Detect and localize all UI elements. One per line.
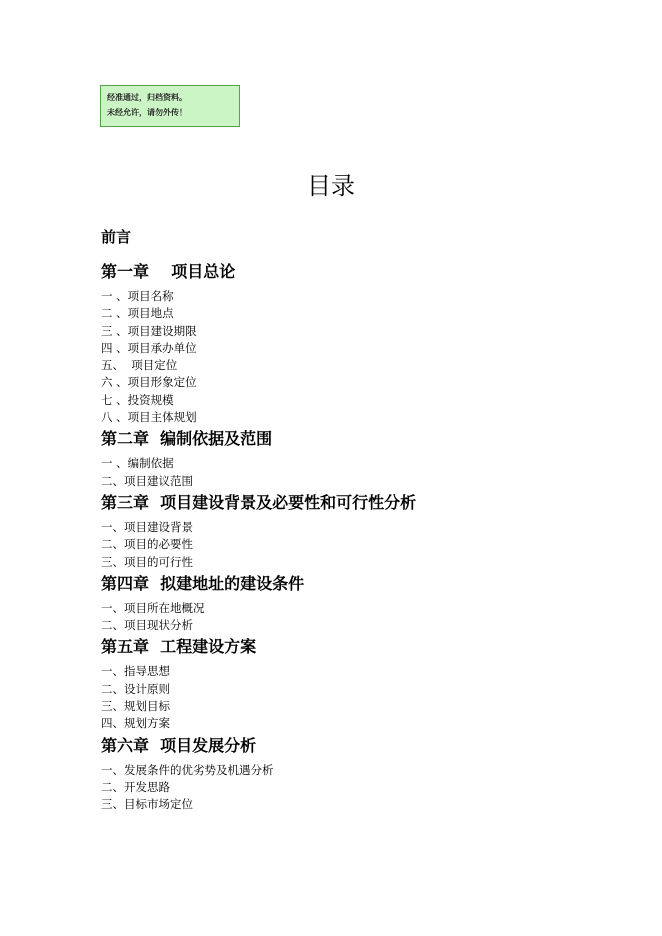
toc-item: 四、规划方案 [101, 716, 170, 731]
chapter-heading: 第四章 拟建地址的建设条件 [101, 573, 305, 593]
chapter-heading: 第一章 项目总论 [101, 262, 236, 281]
toc-chapter-5 [101, 636, 601, 732]
toc-item: 五、 项目定位 [101, 358, 178, 373]
confidential-notice-box [100, 85, 240, 127]
toc-item: 四 、项目承办单位 [101, 340, 197, 355]
toc-item: 一 、项目名称 [101, 289, 174, 303]
toc-item: 二、项目建议范围 [101, 473, 193, 488]
toc-item: 六 、项目形象定位 [101, 375, 197, 390]
toc-item: 二 、项目地点 [101, 306, 174, 321]
toc-item: 二、设计原则 [101, 681, 170, 696]
page-title: 目录 [307, 172, 355, 200]
toc-item: 一、指导思想 [101, 664, 170, 679]
toc-item: 三、规划目标 [101, 699, 170, 714]
toc-item: 一 、编制依据 [101, 456, 174, 471]
toc-preface: 前言 [101, 228, 132, 246]
chapter-heading: 第二章 编制依据及范围 [101, 429, 273, 449]
toc-chapter-1 [101, 261, 601, 426]
toc-item: 一、项目建设背景 [101, 519, 193, 534]
toc-chapter-4 [101, 573, 601, 635]
toc-item: 二、开发思路 [101, 779, 170, 794]
notice-line-1: 经准通过，归档资料。 [107, 93, 187, 102]
toc-item: 二、项目现状分析 [101, 618, 193, 633]
toc-item: 三、目标市场定位 [101, 797, 193, 812]
notice-line-2: 未经允许，请勿外传！ [107, 108, 187, 117]
toc-chapter-2 [101, 428, 601, 490]
toc-item: 一、项目所在地概况 [101, 600, 205, 615]
toc-item: 一、发展条件的优劣势及机遇分析 [101, 762, 274, 777]
chapter-heading: 第六章 项目发展分析 [101, 735, 257, 755]
toc-chapter-6 [101, 735, 601, 814]
chapter-heading: 第五章 工程建设方案 [101, 637, 257, 657]
toc-item: 二、项目的必要性 [101, 537, 193, 552]
toc-item: 七 、投资规模 [101, 392, 174, 407]
table-of-contents [101, 226, 601, 814]
toc-chapter-3 [101, 492, 601, 571]
chapter-heading: 第三章 项目建设背景及必要性和可行性分析 [101, 492, 417, 512]
toc-item: 八 、项目主体规划 [101, 410, 197, 425]
toc-item: 三、项目的可行性 [101, 554, 193, 569]
toc-item: 三 、项目建设期限 [101, 323, 197, 338]
